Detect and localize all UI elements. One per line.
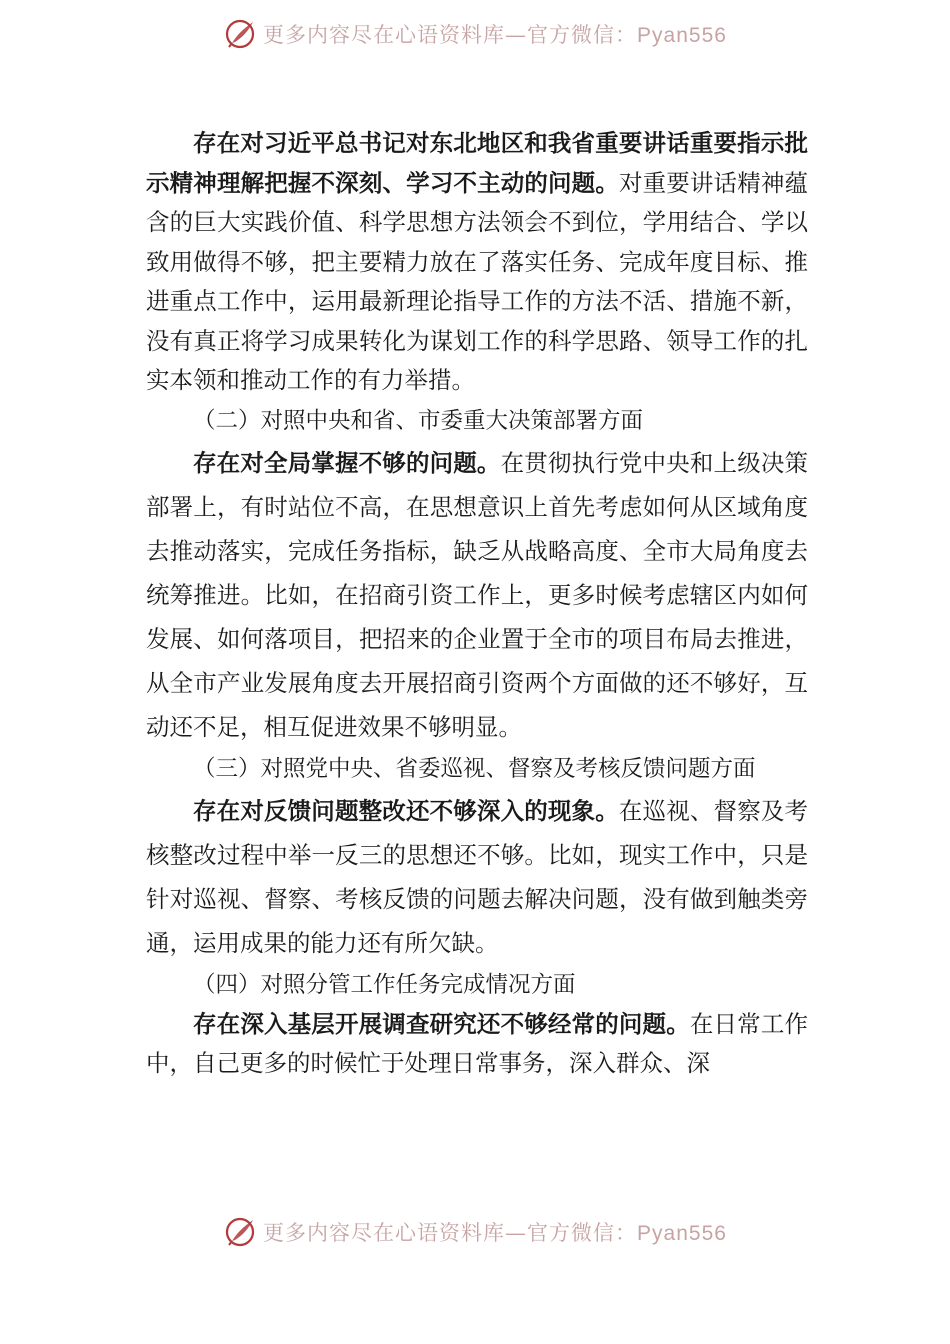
paragraph-4 xyxy=(146,1005,808,1084)
section-heading-2: （二）对照中央和省、市委重大决策部署方面 xyxy=(193,407,644,434)
paragraph-1-heading: 存在对习近平总书记对东北地区和我省重要讲话重要指示批示精神理解把握不深刻、学习不主动的问题。 xyxy=(146,129,808,197)
header-watermark-text: 更多内容尽在心语资料库—官方微信：Pyan556 xyxy=(263,23,727,47)
paragraph-1-text: 对重要讲话精神蕴含的巨大实践价值、科学思想方法领会不到位，学用结合、学以致用做得不够，把主要精力放在了落实任务、完成年度目标、推进重点工作中，运用最新理论指导工作的方法不活、措施不新，没有真正将学习成果转化为谋划工作的科学思路、领导工作的扎实本领和推动工作的有力举措。 xyxy=(146,168,809,394)
footer-watermark xyxy=(0,1212,950,1252)
footer-watermark-text: 更多内容尽在心语资料库—官方微信：Pyan556 xyxy=(263,1221,727,1245)
paragraph-3 xyxy=(146,789,808,965)
paragraph-4-heading: 存在深入基层开展调查研究还不够经常的问题。 xyxy=(193,1009,690,1038)
section-heading-4: （四）对照分管工作任务完成情况方面 xyxy=(193,971,576,998)
paragraph-2 xyxy=(146,441,808,749)
paragraph-2-text: 在贯彻执行党中央和上级决策部署上，有时站位不高，在思想意识上首先考虑如何从区域角度去推动落实，完成任务指标，缺乏从战略高度、全市大局角度去统筹推进。比如，在招商引资工作上，更多时候考虑辖区内如何发展、如何落项目，把招来的企业置于全市的项目布局去推进，从全市产业发展角度去开展招商引资两个方面做的还不够好，互动还不足，相互促进效果不够明显。 xyxy=(146,448,809,741)
paragraph-3-text: 在巡视、督察及考核整改过程中举一反三的思想还不够。比如，现实工作中，只是针对巡视、督察、考核反馈的问题去解决问题，没有做到触类旁通，运用成果的能力还有所欠缺。 xyxy=(146,796,809,957)
paragraph-2-heading: 存在对全局掌握不够的问题。 xyxy=(193,448,501,477)
paragraph-1 xyxy=(146,124,808,401)
paragraph-4-text: 在日常工作中，自己更多的时候忙于处理日常事务，深入群众、深 xyxy=(146,1009,808,1077)
document-body xyxy=(146,124,808,1084)
quill-pen-logo-icon xyxy=(223,17,257,51)
section-heading-3: （三）对照党中央、省委巡视、督察及考核反馈问题方面 xyxy=(193,755,756,782)
paragraph-3-heading: 存在对反馈问题整改还不够深入的现象。 xyxy=(193,796,619,825)
header-watermark xyxy=(0,14,950,54)
quill-pen-logo-icon xyxy=(223,1215,257,1249)
